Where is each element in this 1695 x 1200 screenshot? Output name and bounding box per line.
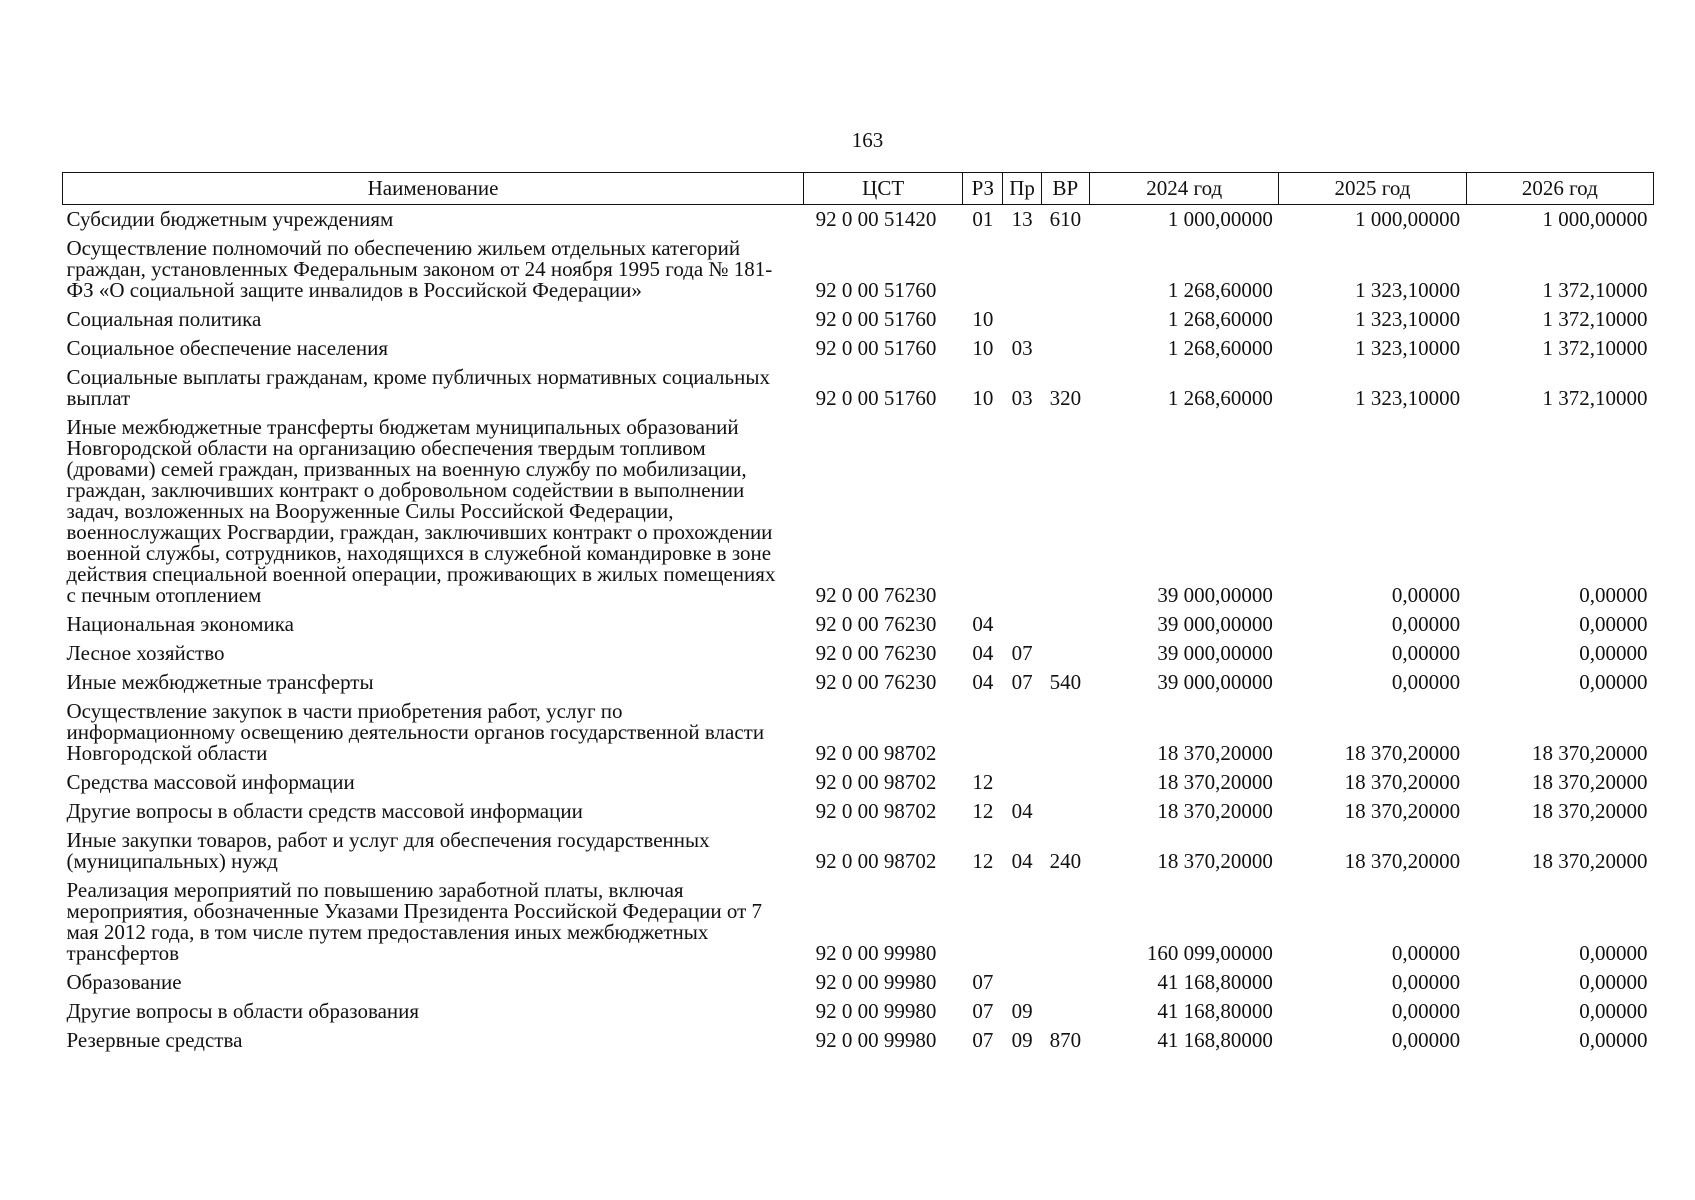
table-row (63, 363, 1654, 413)
row-amount-2026: 0,00000 (1579, 999, 1648, 1023)
row-vr (1041, 639, 1089, 668)
row-amount-2026: 18 370,20000 (1532, 741, 1648, 765)
row-name: Лесное хозяйство (66, 641, 225, 665)
table-row (63, 797, 1654, 826)
row-amount-2025: 1 323,10000 (1355, 336, 1461, 360)
table-row (63, 968, 1654, 997)
header-vr: ВР (1041, 173, 1089, 205)
row-amount-2025: 18 370,20000 (1344, 741, 1461, 765)
row-amount-2025: 1 323,10000 (1355, 307, 1461, 331)
row-vr: 240 (1049, 849, 1082, 873)
row-rz (963, 697, 1003, 768)
row-amount-2025: 1 323,10000 (1355, 278, 1461, 302)
row-amount-2024: 41 168,80000 (1157, 999, 1273, 1023)
table-row (63, 610, 1654, 639)
row-name: Осуществление закупок в части приобретения работ, услуг по информационному освещению деятельности органов государственной власти Новгородской области (66, 699, 765, 765)
row-amount-2026: 0,00000 (1579, 970, 1648, 994)
row-amount-2024: 39 000,00000 (1157, 670, 1273, 694)
row-amount-2026: 0,00000 (1579, 612, 1648, 636)
header-2024: 2024 год (1090, 173, 1279, 205)
table-row (63, 768, 1654, 797)
row-name: Иные межбюджетные трансферты бюджетам муниципальных образований Новгородской области на организацию обеспечения твердым топливом (дровами) семей граждан, призванных на военную службу по мобилизации, граждан, заключивших контракт о добровольном содействии в выполнении задач, возложенных на Вооруженные Силы Российской Федерации, военнослужащих Росгвардии, граждан, заключивших контракт о прохождении военной службы, сотрудников, находящихся в служебной командировке в зоне действия специальной военной операции, проживающих в жилых помещениях с печным отоплением (66, 415, 776, 607)
header-rz: РЗ (963, 173, 1003, 205)
row-rz: 12 (972, 799, 994, 823)
row-rz: 10 (972, 307, 994, 331)
row-pr: 04 (1011, 849, 1033, 873)
row-rz: 07 (972, 999, 994, 1023)
row-vr (1041, 305, 1089, 334)
row-amount-2025: 0,00000 (1391, 970, 1461, 994)
row-rz: 12 (972, 770, 994, 794)
row-amount-2025: 0,00000 (1391, 641, 1461, 665)
row-amount-2024: 39 000,00000 (1157, 612, 1273, 636)
budget-table (62, 172, 1654, 1055)
row-cst: 92 0 00 99980 (815, 941, 937, 965)
row-amount-2026: 1 000,00000 (1542, 207, 1648, 231)
row-vr (1041, 697, 1089, 768)
row-cst: 92 0 00 99980 (815, 1028, 937, 1052)
row-pr: 07 (1011, 641, 1033, 665)
row-amount-2025: 18 370,20000 (1344, 849, 1461, 873)
row-pr: 07 (1011, 670, 1033, 694)
row-cst: 92 0 00 98702 (815, 770, 937, 794)
row-vr (1041, 997, 1089, 1026)
row-amount-2026: 0,00000 (1579, 670, 1648, 694)
row-name: Другие вопросы в области образования (66, 999, 420, 1023)
row-rz: 07 (972, 1028, 994, 1052)
row-amount-2024: 160 099,00000 (1146, 941, 1273, 965)
row-amount-2024: 18 370,20000 (1157, 741, 1273, 765)
row-amount-2026: 0,00000 (1579, 583, 1648, 607)
row-name: Социальные выплаты гражданам, кроме публичных нормативных социальных выплат (66, 365, 770, 410)
row-amount-2025: 0,00000 (1391, 999, 1461, 1023)
row-pr (1003, 697, 1041, 768)
table-row (63, 334, 1654, 363)
row-rz (963, 413, 1003, 610)
row-amount-2025: 18 370,20000 (1344, 770, 1461, 794)
page-number: 163 (851, 128, 884, 152)
row-cst: 92 0 00 51760 (815, 307, 937, 331)
row-amount-2026: 18 370,20000 (1532, 770, 1648, 794)
row-vr: 320 (1049, 386, 1082, 410)
table-row (63, 826, 1654, 876)
row-pr (1003, 413, 1041, 610)
table-row (63, 997, 1654, 1026)
row-name: Реализация мероприятий по повышению заработной платы, включая мероприятия, обозначенные Указами Президента Российской Федерации от 7 мая 2012 года, в том числе путем предоставления иных межбюджетных трансфертов (66, 878, 763, 965)
row-amount-2024: 1 268,60000 (1167, 386, 1273, 410)
row-cst: 92 0 00 51420 (815, 207, 937, 231)
row-name: Другие вопросы в области средств массовой информации (66, 799, 583, 823)
row-cst: 92 0 00 76230 (815, 583, 937, 607)
row-amount-2025: 0,00000 (1391, 583, 1461, 607)
row-name: Национальная экономика (66, 612, 294, 636)
row-amount-2026: 18 370,20000 (1532, 849, 1648, 873)
table-header (63, 173, 1654, 205)
row-amount-2026: 0,00000 (1579, 1028, 1648, 1052)
row-amount-2026: 18 370,20000 (1532, 799, 1648, 823)
row-rz: 12 (972, 849, 994, 873)
row-amount-2024: 1 268,60000 (1167, 336, 1273, 360)
row-amount-2025: 1 323,10000 (1355, 386, 1461, 410)
row-pr (1003, 234, 1041, 305)
table-row (63, 668, 1654, 697)
row-name: Субсидии бюджетным учреждениям (66, 207, 394, 231)
table-row (63, 234, 1654, 305)
row-vr (1041, 797, 1089, 826)
row-amount-2024: 1 268,60000 (1167, 278, 1273, 302)
row-vr (1041, 234, 1089, 305)
table-row (63, 205, 1654, 235)
row-amount-2024: 18 370,20000 (1157, 799, 1273, 823)
table-row (63, 697, 1654, 768)
row-rz: 10 (972, 336, 994, 360)
row-rz: 04 (972, 612, 994, 636)
row-cst: 92 0 00 99980 (815, 970, 937, 994)
row-pr: 13 (1011, 207, 1033, 231)
row-cst: 92 0 00 76230 (815, 641, 937, 665)
row-pr: 03 (1011, 336, 1033, 360)
row-name: Иные межбюджетные трансферты (66, 670, 374, 694)
row-pr (1003, 768, 1041, 797)
row-vr (1041, 413, 1089, 610)
table-row (63, 413, 1654, 610)
row-rz: 04 (972, 641, 994, 665)
header-cst: ЦСТ (804, 173, 963, 205)
row-amount-2026: 0,00000 (1579, 941, 1648, 965)
row-amount-2024: 18 370,20000 (1157, 770, 1273, 794)
row-amount-2025: 0,00000 (1391, 612, 1461, 636)
row-vr (1041, 610, 1089, 639)
row-amount-2026: 0,00000 (1579, 641, 1648, 665)
row-cst: 92 0 00 51760 (815, 336, 937, 360)
row-rz (963, 876, 1003, 968)
row-amount-2024: 41 168,80000 (1157, 970, 1273, 994)
row-cst: 92 0 00 99980 (815, 999, 937, 1023)
row-name: Социальное обеспечение населения (66, 336, 389, 360)
row-amount-2024: 18 370,20000 (1157, 849, 1273, 873)
row-pr: 03 (1011, 386, 1033, 410)
table-row (63, 639, 1654, 668)
header-2025: 2025 год (1279, 173, 1466, 205)
row-vr (1041, 968, 1089, 997)
row-cst: 92 0 00 98702 (815, 741, 937, 765)
row-rz (963, 234, 1003, 305)
row-amount-2025: 0,00000 (1391, 941, 1461, 965)
row-cst: 92 0 00 98702 (815, 799, 937, 823)
row-vr (1041, 768, 1089, 797)
row-vr: 610 (1049, 207, 1082, 231)
header-2026: 2026 год (1466, 173, 1653, 205)
row-pr: 09 (1011, 1028, 1033, 1052)
table-row (63, 305, 1654, 334)
row-amount-2025: 18 370,20000 (1344, 799, 1461, 823)
row-vr (1041, 876, 1089, 968)
row-amount-2024: 1 268,60000 (1167, 307, 1273, 331)
row-rz: 07 (972, 970, 994, 994)
row-amount-2025: 0,00000 (1391, 1028, 1461, 1052)
table-body (63, 205, 1654, 1056)
row-rz: 04 (972, 670, 994, 694)
row-pr (1003, 876, 1041, 968)
row-cst: 92 0 00 51760 (815, 386, 937, 410)
header-pr: Пр (1003, 173, 1041, 205)
row-pr (1003, 610, 1041, 639)
row-amount-2024: 39 000,00000 (1157, 641, 1273, 665)
row-rz: 01 (972, 207, 994, 231)
row-cst: 92 0 00 76230 (815, 612, 937, 636)
row-name: Средства массовой информации (66, 770, 355, 794)
row-amount-2026: 1 372,10000 (1542, 336, 1648, 360)
row-amount-2025: 0,00000 (1391, 670, 1461, 694)
row-amount-2024: 1 000,00000 (1167, 207, 1273, 231)
row-amount-2026: 1 372,10000 (1542, 307, 1648, 331)
row-vr (1041, 334, 1089, 363)
row-amount-2026: 1 372,10000 (1542, 278, 1648, 302)
row-name: Иные закупки товаров, работ и услуг для обеспечения государственных (муниципальных) нужд (66, 828, 710, 873)
row-pr: 09 (1011, 999, 1033, 1023)
row-amount-2026: 1 372,10000 (1542, 386, 1648, 410)
row-pr: 04 (1011, 799, 1033, 823)
row-name: Социальная политика (66, 307, 262, 331)
row-pr (1003, 305, 1041, 334)
row-vr: 870 (1049, 1028, 1082, 1052)
row-amount-2024: 41 168,80000 (1157, 1028, 1273, 1052)
row-cst: 92 0 00 76230 (815, 670, 937, 694)
table-row (63, 876, 1654, 968)
row-name: Образование (66, 970, 182, 994)
row-name: Осуществление полномочий по обеспечению жильем отдельных категорий граждан, установленных Федеральным законом от 24 ноября 1995 года № 181-ФЗ «О социальной защите инвалидов в Российской Федерации» (66, 236, 773, 302)
row-vr: 540 (1049, 670, 1082, 694)
row-pr (1003, 968, 1041, 997)
row-rz: 10 (972, 386, 994, 410)
row-cst: 92 0 00 51760 (815, 278, 937, 302)
row-amount-2025: 1 000,00000 (1355, 207, 1461, 231)
table-row (63, 1026, 1654, 1055)
header-name: Наименование (63, 173, 804, 205)
row-cst: 92 0 00 98702 (815, 849, 937, 873)
row-name: Резервные средства (66, 1028, 243, 1052)
row-amount-2024: 39 000,00000 (1157, 583, 1273, 607)
